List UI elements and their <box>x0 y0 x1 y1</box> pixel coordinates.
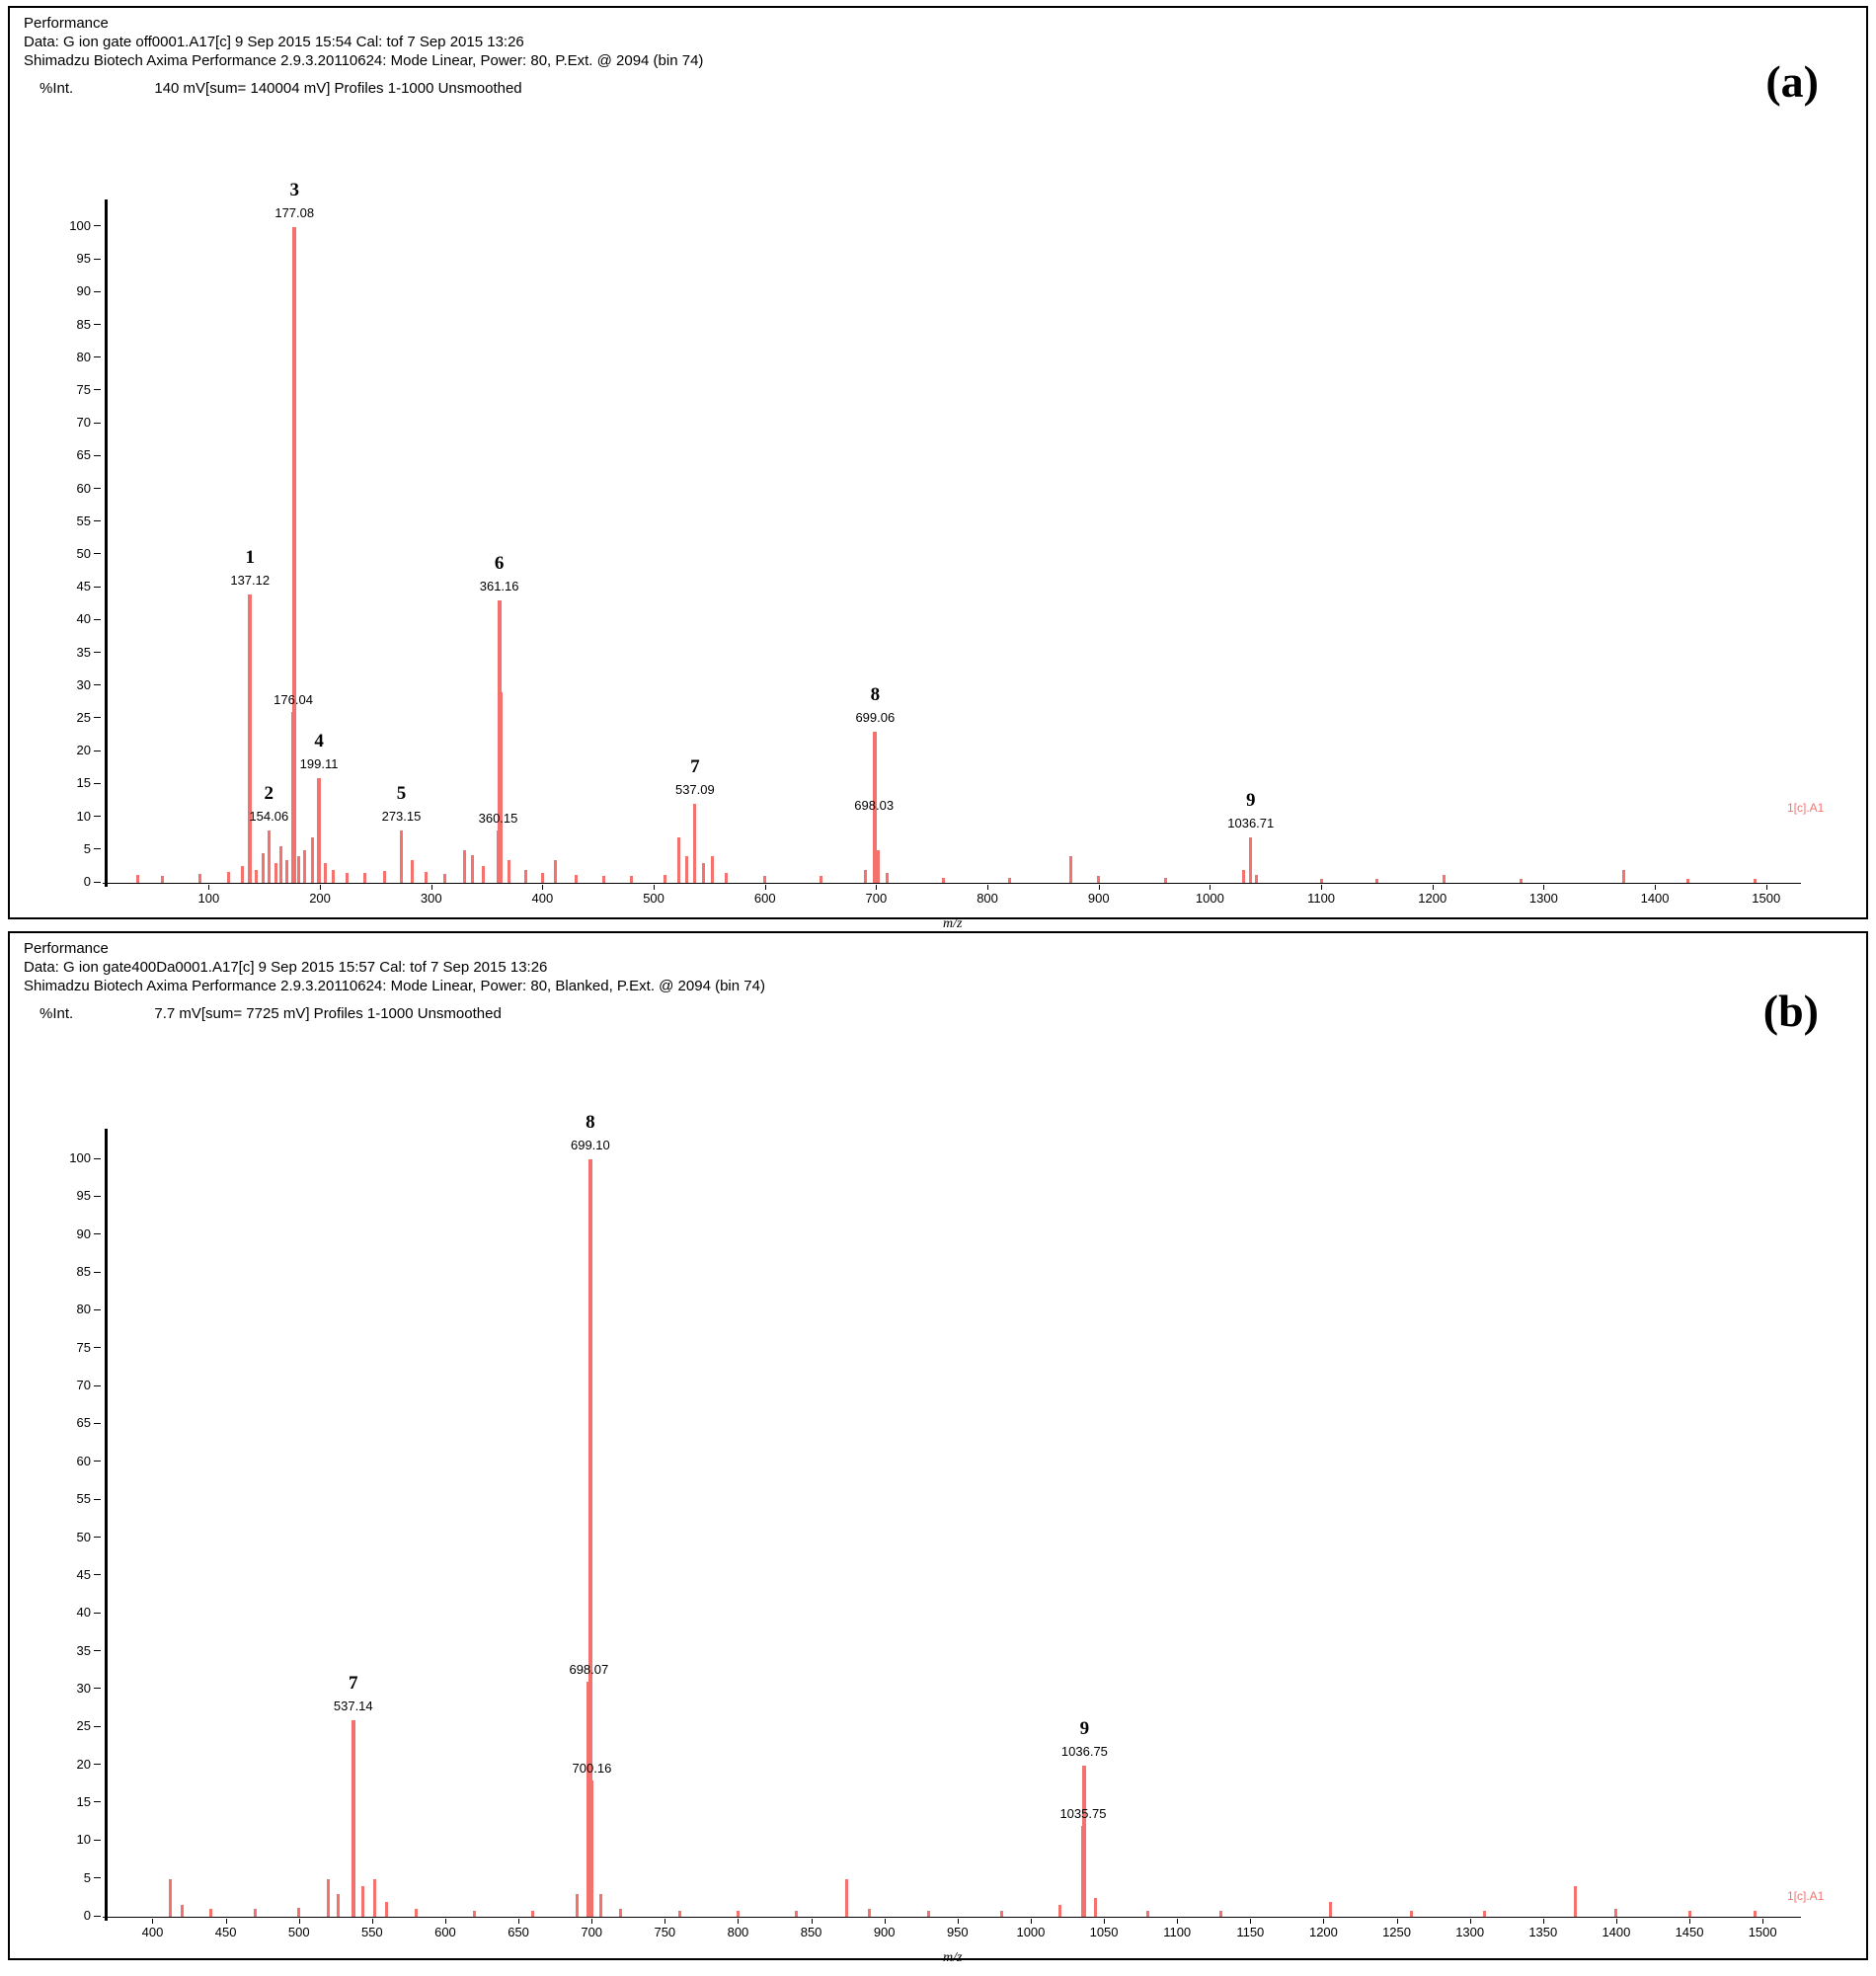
x-axis-tick: 1300 <box>1519 891 1568 906</box>
spectrum-peak <box>463 850 466 883</box>
panel-a-subheader <box>10 70 1866 97</box>
x-axis-tick: 950 <box>933 1925 982 1939</box>
y-axis-tick: 45 <box>51 1567 91 1582</box>
spectrum-peak <box>327 1879 330 1917</box>
y-axis-tick: 75 <box>51 1340 91 1355</box>
y-axis-tick: 65 <box>51 447 91 462</box>
spectrum-peak <box>136 875 139 883</box>
x-axis-tick: 100 <box>184 891 233 906</box>
peak-number-label: 4 <box>314 730 324 751</box>
x-axis-line <box>103 883 1801 884</box>
spectrum-peak <box>589 1780 593 1917</box>
peak-mz-label: 360.15 <box>478 810 518 826</box>
x-axis-tick: 1250 <box>1372 1925 1422 1939</box>
x-axis-tick: 1400 <box>1592 1925 1641 1939</box>
spectrum-peak <box>1249 837 1252 883</box>
x-axis-tick: 1150 <box>1225 1925 1275 1939</box>
spectrum-peak <box>227 872 230 883</box>
spectrum-peak <box>471 855 474 883</box>
panel-a-header-line1: Performance <box>24 15 109 32</box>
x-axis-tick: 200 <box>295 891 345 906</box>
spectrum-peak <box>554 860 557 883</box>
panel-a-letter: (a) <box>1765 56 1819 107</box>
spectrum-peak <box>297 856 300 883</box>
y-axis-tick: 25 <box>51 1718 91 1733</box>
spectrum-peak <box>1069 856 1072 883</box>
spectrum-peak <box>1164 878 1167 883</box>
peak-mz-label: 176.04 <box>274 692 313 708</box>
panel-b-corner-tag: 1[c].A1 <box>1787 1889 1825 1903</box>
panel-a-plot-area <box>10 103 1866 931</box>
spectrum-peak <box>268 830 271 883</box>
spectrum-peak <box>1754 1911 1757 1917</box>
spectrum-peak <box>1094 1898 1097 1917</box>
spectrum-peak <box>346 873 349 883</box>
spectrum-peak <box>1255 875 1258 883</box>
x-axis-tick: 700 <box>567 1925 616 1939</box>
spectrum-peak <box>415 1909 418 1917</box>
spectrum-peak <box>524 870 527 883</box>
x-axis-tick: 1000 <box>1185 891 1234 906</box>
spectrum-peak <box>927 1911 930 1917</box>
peak-number-label: 9 <box>1079 1717 1090 1739</box>
spectrum-peak <box>820 876 822 883</box>
x-axis-tick: 1500 <box>1742 891 1791 906</box>
spectrum-peak <box>303 850 306 883</box>
spectrum-peak <box>1483 1911 1486 1917</box>
spectrum-peak <box>337 1894 340 1917</box>
spectrum-peak <box>169 1879 172 1917</box>
spectrum-peak <box>1008 878 1011 883</box>
y-axis-tick: 90 <box>51 1226 91 1241</box>
x-axis-tick: 650 <box>494 1925 543 1939</box>
y-axis-tick: 100 <box>51 1150 91 1165</box>
spectrum-peak <box>541 873 544 883</box>
spectrum-peak <box>400 830 403 883</box>
peak-mz-label: 698.03 <box>854 797 895 813</box>
panel-a-intensity-label: %Int. <box>39 80 74 97</box>
y-axis-tick: 95 <box>51 251 91 266</box>
peak-mz-label: 273.15 <box>381 808 422 824</box>
y-axis-tick: 20 <box>51 1757 91 1772</box>
spectrum-peak <box>664 875 666 883</box>
spectrum-peak <box>1082 1766 1086 1917</box>
x-axis-tick: 500 <box>274 1925 324 1939</box>
spectrum-panel-b <box>8 931 1868 1965</box>
y-axis-tick: 95 <box>51 1188 91 1203</box>
spectrum-peak <box>763 876 766 883</box>
spectrum-peak <box>693 804 696 883</box>
spectrum-peak <box>1000 1911 1003 1917</box>
y-axis-tick: 50 <box>51 1530 91 1544</box>
spectrum-peak <box>1754 879 1757 883</box>
spectrum-peak <box>942 878 945 883</box>
spectrum-peak <box>531 1911 534 1917</box>
x-axis-line <box>103 1917 1801 1918</box>
y-axis-line <box>105 1129 108 1921</box>
spectrum-peak <box>702 863 705 883</box>
x-axis-tick: 1200 <box>1298 1925 1348 1939</box>
y-axis-tick: 0 <box>51 1908 91 1923</box>
panel-a-header-line2: Data: G ion gate off0001.A17[c] 9 Sep 2015 15:54 Cal: tof 7 Sep 2015 13:26 <box>24 34 524 50</box>
spectrum-peak <box>737 1911 740 1917</box>
x-axis-tick: 550 <box>348 1925 397 1939</box>
spectrum-peak <box>254 1909 257 1917</box>
y-axis-tick: 70 <box>51 1378 91 1392</box>
spectrum-peak <box>209 1909 212 1917</box>
spectrum-peak <box>411 860 414 883</box>
spectrum-peak <box>1097 876 1100 883</box>
x-axis-tick: 450 <box>201 1925 251 1939</box>
x-axis-tick: 800 <box>963 891 1012 906</box>
peak-mz-label: 700.16 <box>572 1760 612 1776</box>
y-axis-tick: 60 <box>51 1454 91 1468</box>
panel-b-intensity-label: %Int. <box>39 1005 74 1022</box>
y-axis-tick: 55 <box>51 1491 91 1506</box>
y-axis-tick: 100 <box>51 218 91 233</box>
spectrum-peak <box>1688 1911 1691 1917</box>
y-axis-tick: 90 <box>51 283 91 298</box>
spectrum-peak <box>274 863 277 883</box>
y-axis-tick: 15 <box>51 775 91 790</box>
y-axis-line <box>105 199 108 887</box>
spectrum-peak <box>1574 1886 1577 1917</box>
y-axis-tick: 40 <box>51 611 91 626</box>
spectrum-panel-a <box>8 6 1868 931</box>
spectrum-peak <box>1622 870 1625 883</box>
y-axis-tick: 60 <box>51 481 91 496</box>
spectrum-peak <box>599 1894 602 1917</box>
x-axis-tick: 1200 <box>1408 891 1457 906</box>
x-axis-tick: 1300 <box>1446 1925 1495 1939</box>
spectrum-peak <box>678 1911 681 1917</box>
panel-b-acquisition-info: 7.7 mV[sum= 7725 mV] Profiles 1-1000 Unsmoothed <box>154 1005 502 1022</box>
y-axis-tick: 5 <box>51 1870 91 1885</box>
peak-mz-label: 199.11 <box>299 755 339 771</box>
peak-number-label: 3 <box>289 179 299 200</box>
y-axis-tick: 40 <box>51 1605 91 1620</box>
y-axis-tick: 80 <box>51 350 91 364</box>
spectrum-peak <box>725 873 728 883</box>
spectrum-peak <box>886 873 889 883</box>
spectrum-peak <box>1242 870 1245 883</box>
spectrum-peak <box>1614 1909 1617 1917</box>
peak-mz-label: 699.06 <box>855 710 896 726</box>
x-axis-tick: 900 <box>860 1925 909 1939</box>
spectrum-peak <box>1375 879 1378 883</box>
peak-number-label: 8 <box>870 684 881 706</box>
spectrum-peak <box>576 1894 579 1917</box>
peak-mz-label: 1036.75 <box>1060 1743 1108 1759</box>
spectrum-peak <box>425 872 428 883</box>
spectrum-peak <box>602 876 605 883</box>
y-axis-tick: 50 <box>51 546 91 561</box>
spectrum-peak <box>1058 1905 1061 1917</box>
spectrum-peak <box>292 227 296 883</box>
spectrum-peak <box>241 866 244 883</box>
spectrum-peak <box>383 871 386 883</box>
spectrum-peak <box>575 875 578 883</box>
panel-b-header-line3: Shimadzu Biotech Axima Performance 2.9.3.20110624: Mode Linear, Power: 80, Blanked, P.Ext. @ 2094 (bin 74) <box>24 978 765 994</box>
spectrum-peak <box>1320 879 1323 883</box>
peak-number-label: 5 <box>396 782 407 804</box>
panel-a-acquisition-info: 140 mV[sum= 140004 mV] Profiles 1-1000 Unsmoothed <box>154 80 522 97</box>
peak-mz-label: 537.14 <box>333 1698 373 1713</box>
spectrum-peak <box>248 594 252 883</box>
spectrum-peak <box>161 876 164 883</box>
spectrum-peak <box>499 692 503 883</box>
x-axis-tick: 750 <box>640 1925 689 1939</box>
x-axis-tick: 600 <box>421 1925 470 1939</box>
x-axis-tick: 800 <box>713 1925 762 1939</box>
spectrum-peak <box>1219 1911 1222 1917</box>
peak-number-label: 7 <box>690 756 700 778</box>
spectrum-peak <box>332 870 335 883</box>
spectrum-peak <box>297 1908 300 1917</box>
panel-a-header <box>10 8 1866 70</box>
spectrum-peak <box>1410 1911 1413 1917</box>
x-axis-tick: 900 <box>1074 891 1124 906</box>
y-axis-tick: 15 <box>51 1794 91 1809</box>
spectrum-peak <box>482 866 485 883</box>
y-axis-tick: 35 <box>51 645 91 660</box>
peak-mz-label: 1035.75 <box>1059 1805 1107 1821</box>
y-axis-tick: 75 <box>51 382 91 397</box>
panel-b-header <box>10 933 1866 995</box>
y-axis-tick: 10 <box>51 1832 91 1847</box>
spectrum-peak <box>864 870 867 883</box>
x-axis-tick: 500 <box>629 891 678 906</box>
spectrum-peak <box>443 874 446 883</box>
spectrum-peak <box>324 863 327 883</box>
spectrum-peak <box>255 870 258 883</box>
spectrum-peak <box>363 873 366 883</box>
y-axis-tick: 5 <box>51 841 91 856</box>
spectrum-peak <box>877 850 880 883</box>
panel-b-subheader <box>10 995 1866 1022</box>
y-axis-tick: 80 <box>51 1302 91 1316</box>
x-axis-title: m/z <box>943 1950 963 1965</box>
spectrum-peak <box>508 860 510 883</box>
x-axis-tick: 850 <box>787 1925 836 1939</box>
y-axis-tick: 65 <box>51 1415 91 1430</box>
peak-number-label: 7 <box>349 1672 358 1694</box>
spectrum-peak <box>361 1886 364 1917</box>
x-axis-tick: 1450 <box>1665 1925 1714 1939</box>
spectrum-peak <box>1146 1911 1149 1917</box>
x-axis-tick: 700 <box>851 891 900 906</box>
peak-mz-label: 137.12 <box>230 572 271 588</box>
spectrum-peak <box>1443 875 1446 883</box>
panel-b-plot-area <box>10 1028 1866 1965</box>
y-axis-tick: 55 <box>51 514 91 528</box>
x-axis-tick: 1100 <box>1152 1925 1202 1939</box>
y-axis-tick: 0 <box>51 874 91 889</box>
peak-number-label: 8 <box>586 1112 595 1133</box>
x-axis-tick: 400 <box>517 891 567 906</box>
spectrum-peak <box>262 853 265 883</box>
panel-b-header-line1: Performance <box>24 940 109 957</box>
peak-mz-label: 361.16 <box>479 579 519 594</box>
spectrum-peak <box>677 837 680 883</box>
spectrum-peak <box>198 874 201 883</box>
x-axis-tick: 600 <box>741 891 790 906</box>
peak-mz-label: 537.09 <box>674 782 715 798</box>
spectrum-peak <box>181 1905 184 1917</box>
x-axis-title: m/z <box>943 916 963 931</box>
spectrum-peak <box>1520 879 1523 883</box>
y-axis-tick: 70 <box>51 415 91 430</box>
spectrum-peak <box>845 1879 848 1917</box>
spectrum-peak <box>619 1909 622 1917</box>
peak-mz-label: 154.06 <box>249 808 289 824</box>
x-axis-tick: 1500 <box>1738 1925 1787 1939</box>
spectrum-peak <box>352 1720 355 1917</box>
x-axis-tick: 1350 <box>1519 1925 1568 1939</box>
spectrum-peak <box>630 876 633 883</box>
panel-b-letter: (b) <box>1762 986 1819 1036</box>
spectrum-peak <box>1686 879 1689 883</box>
y-axis-tick: 30 <box>51 1681 91 1696</box>
x-axis-tick: 1000 <box>1006 1925 1055 1939</box>
x-axis-tick: 400 <box>127 1925 177 1939</box>
peak-mz-label: 177.08 <box>274 204 315 220</box>
spectrum-peak <box>285 860 288 883</box>
x-axis-tick: 1400 <box>1630 891 1680 906</box>
x-axis-tick: 1050 <box>1079 1925 1129 1939</box>
y-axis-tick: 85 <box>51 317 91 332</box>
spectrum-peak <box>279 846 282 883</box>
spectrum-peak <box>311 837 314 883</box>
peak-mz-label: 1036.71 <box>1227 815 1275 830</box>
peak-mz-label: 698.07 <box>569 1662 609 1678</box>
spectrum-peak <box>868 1909 871 1917</box>
peak-mz-label: 699.10 <box>570 1138 610 1152</box>
spectrum-peak <box>473 1911 476 1917</box>
peak-number-label: 6 <box>494 553 505 575</box>
spectrum-peak <box>385 1902 388 1917</box>
y-axis-tick: 30 <box>51 677 91 692</box>
spectrum-peak <box>317 778 321 883</box>
x-axis-tick: 1100 <box>1296 891 1346 906</box>
peak-number-label: 9 <box>1246 789 1256 811</box>
spectrum-peak <box>711 856 714 883</box>
y-axis-tick: 25 <box>51 710 91 725</box>
panel-a-corner-tag: 1[c].A1 <box>1787 801 1825 815</box>
y-axis-tick: 85 <box>51 1264 91 1279</box>
peak-number-label: 1 <box>245 546 255 568</box>
x-axis-tick: 300 <box>407 891 456 906</box>
spectrum-peak <box>373 1879 376 1917</box>
spectrum-peak <box>795 1911 798 1917</box>
y-axis-tick: 35 <box>51 1643 91 1658</box>
peak-number-label: 2 <box>264 782 274 804</box>
y-axis-tick: 45 <box>51 579 91 593</box>
y-axis-tick: 20 <box>51 743 91 757</box>
y-axis-tick: 10 <box>51 809 91 824</box>
spectrum-peak <box>685 856 688 883</box>
spectrum-peak <box>1329 1902 1332 1917</box>
panel-b-header-line2: Data: G ion gate400Da0001.A17[c] 9 Sep 2015 15:57 Cal: tof 7 Sep 2015 13:26 <box>24 959 548 976</box>
panel-a-header-line3: Shimadzu Biotech Axima Performance 2.9.3.20110624: Mode Linear, Power: 80, P.Ext. @ 2094 (bin 74) <box>24 52 704 69</box>
